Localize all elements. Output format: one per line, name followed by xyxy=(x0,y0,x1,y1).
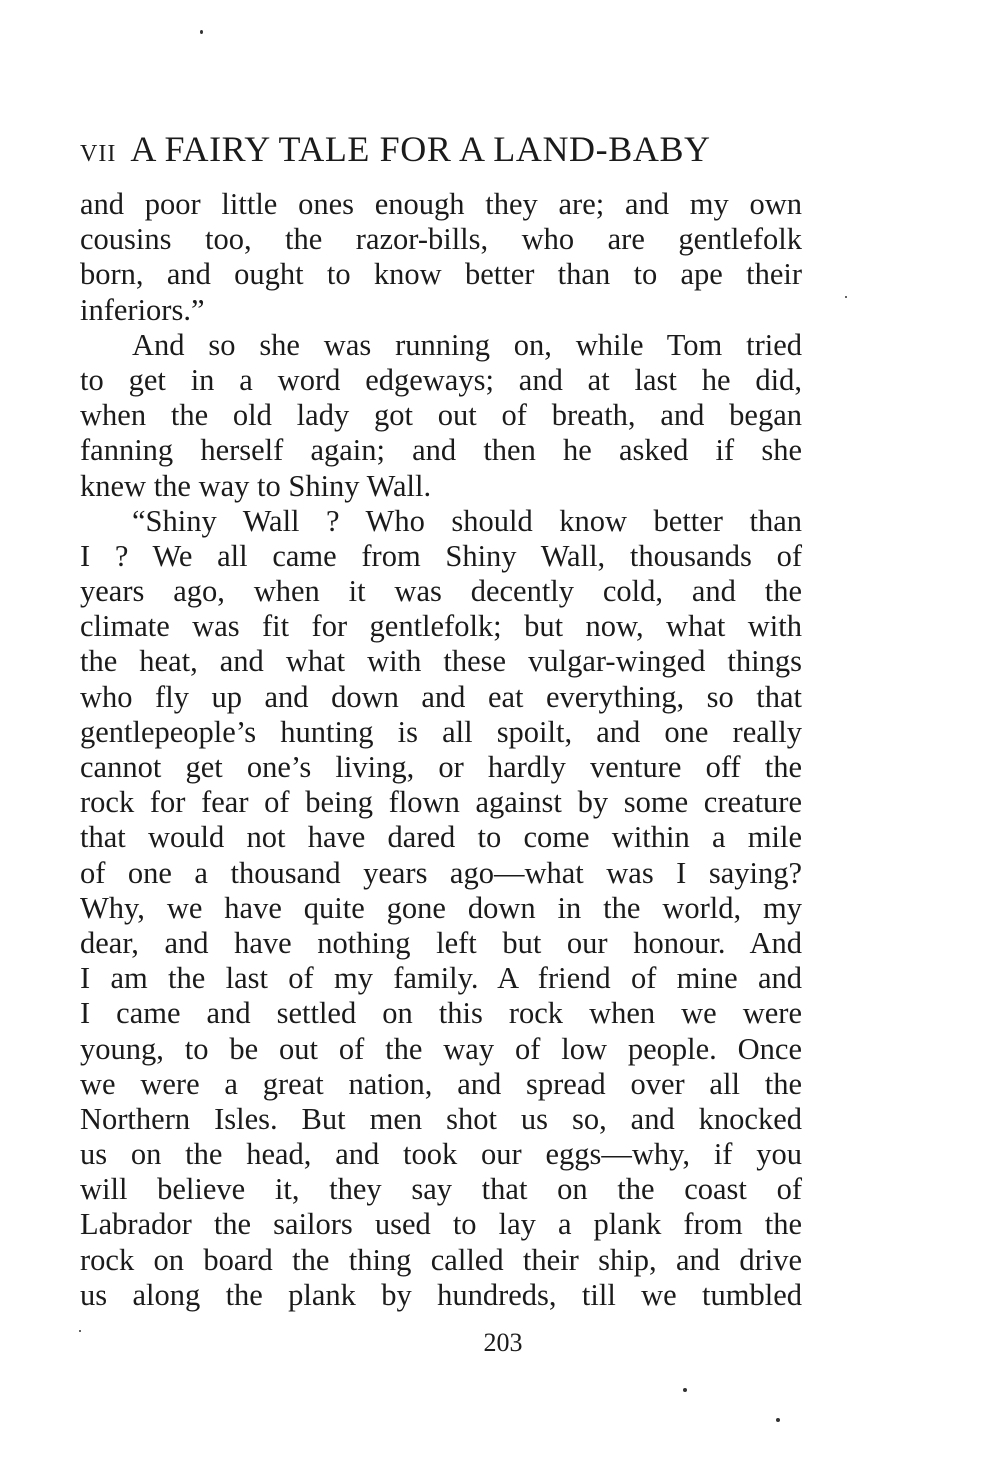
running-header xyxy=(80,124,802,174)
scan-speck xyxy=(683,1388,687,1392)
text-line: cousins too, the razor-bills, who are gentlefolk xyxy=(80,222,802,257)
page-number: 203 xyxy=(483,1328,523,1357)
text-line: Labrador the sailors used to lay a plank from the xyxy=(80,1207,802,1242)
scan-speck xyxy=(776,1418,780,1422)
text-line: rock for fear of being flown against by some creature xyxy=(80,785,802,820)
text-line: of one a thousand years ago—what was I saying? xyxy=(80,855,802,890)
paragraph-start-line: And so she was running on, while Tom tried xyxy=(132,327,802,362)
text-line: and poor little ones enough they are; and my own xyxy=(80,187,802,221)
text-line: I am the last of my family. A friend of mine and xyxy=(80,961,802,996)
text-line: when the old lady got out of breath, and began xyxy=(80,398,802,433)
running-title: A FAIRY TALE FOR A LAND-BABY xyxy=(130,129,711,169)
text-line: knew the way to Shiny Wall. xyxy=(80,468,432,503)
paragraph-start-line: “Shiny Wall ? Who should know better than xyxy=(132,503,802,538)
text-line: young, to be out of the way of low people. Once xyxy=(80,1031,802,1066)
text-line: dear, and have nothing left but our honour. And xyxy=(80,925,802,960)
text-line: that would not have dared to come within a mile xyxy=(80,820,802,855)
text-line: Northern Isles. But men shot us so, and knocked xyxy=(80,1101,802,1136)
text-line: who fly up and down and eat everything, so that xyxy=(80,679,802,714)
scan-speck xyxy=(845,296,847,298)
text-line: inferiors.” xyxy=(80,292,205,327)
text-line: rock on board the thing called their ship, and drive xyxy=(80,1242,802,1277)
text-line: climate was fit for gentlefolk; but now, what with xyxy=(80,609,802,644)
text-line: the heat, and what with these vulgar-winged things xyxy=(80,644,802,679)
text-line: us on the head, and took our eggs—why, if you xyxy=(80,1137,802,1172)
text-line: to get in a word edgeways; and at last he did, xyxy=(80,362,802,397)
text-line: gentlepeople’s hunting is all spoilt, and one really xyxy=(80,714,802,749)
text-line: will believe it, they say that on the coast of xyxy=(80,1172,802,1207)
text-line: born, and ought to know better than to ape their xyxy=(80,257,802,292)
text-line: us along the plank by hundreds, till we tumbled xyxy=(80,1277,802,1312)
text-line: Why, we have quite gone down in the world, my xyxy=(80,890,802,925)
body-text xyxy=(80,187,802,1313)
scan-speck xyxy=(200,30,203,34)
text-line: I came and settled on this rock when we were xyxy=(80,996,802,1031)
text-line: cannot get one’s living, or hardly venture off the xyxy=(80,750,802,784)
text-line: we were a great nation, and spread over all the xyxy=(80,1066,802,1101)
chapter-number: VII xyxy=(80,141,117,167)
text-line: fanning herself again; and then he asked if she xyxy=(80,433,802,468)
text-line: years ago, when it was decently cold, and the xyxy=(80,574,802,609)
text-line: I ? We all came from Shiny Wall, thousands of xyxy=(80,538,802,573)
scan-speck xyxy=(79,1330,81,1332)
